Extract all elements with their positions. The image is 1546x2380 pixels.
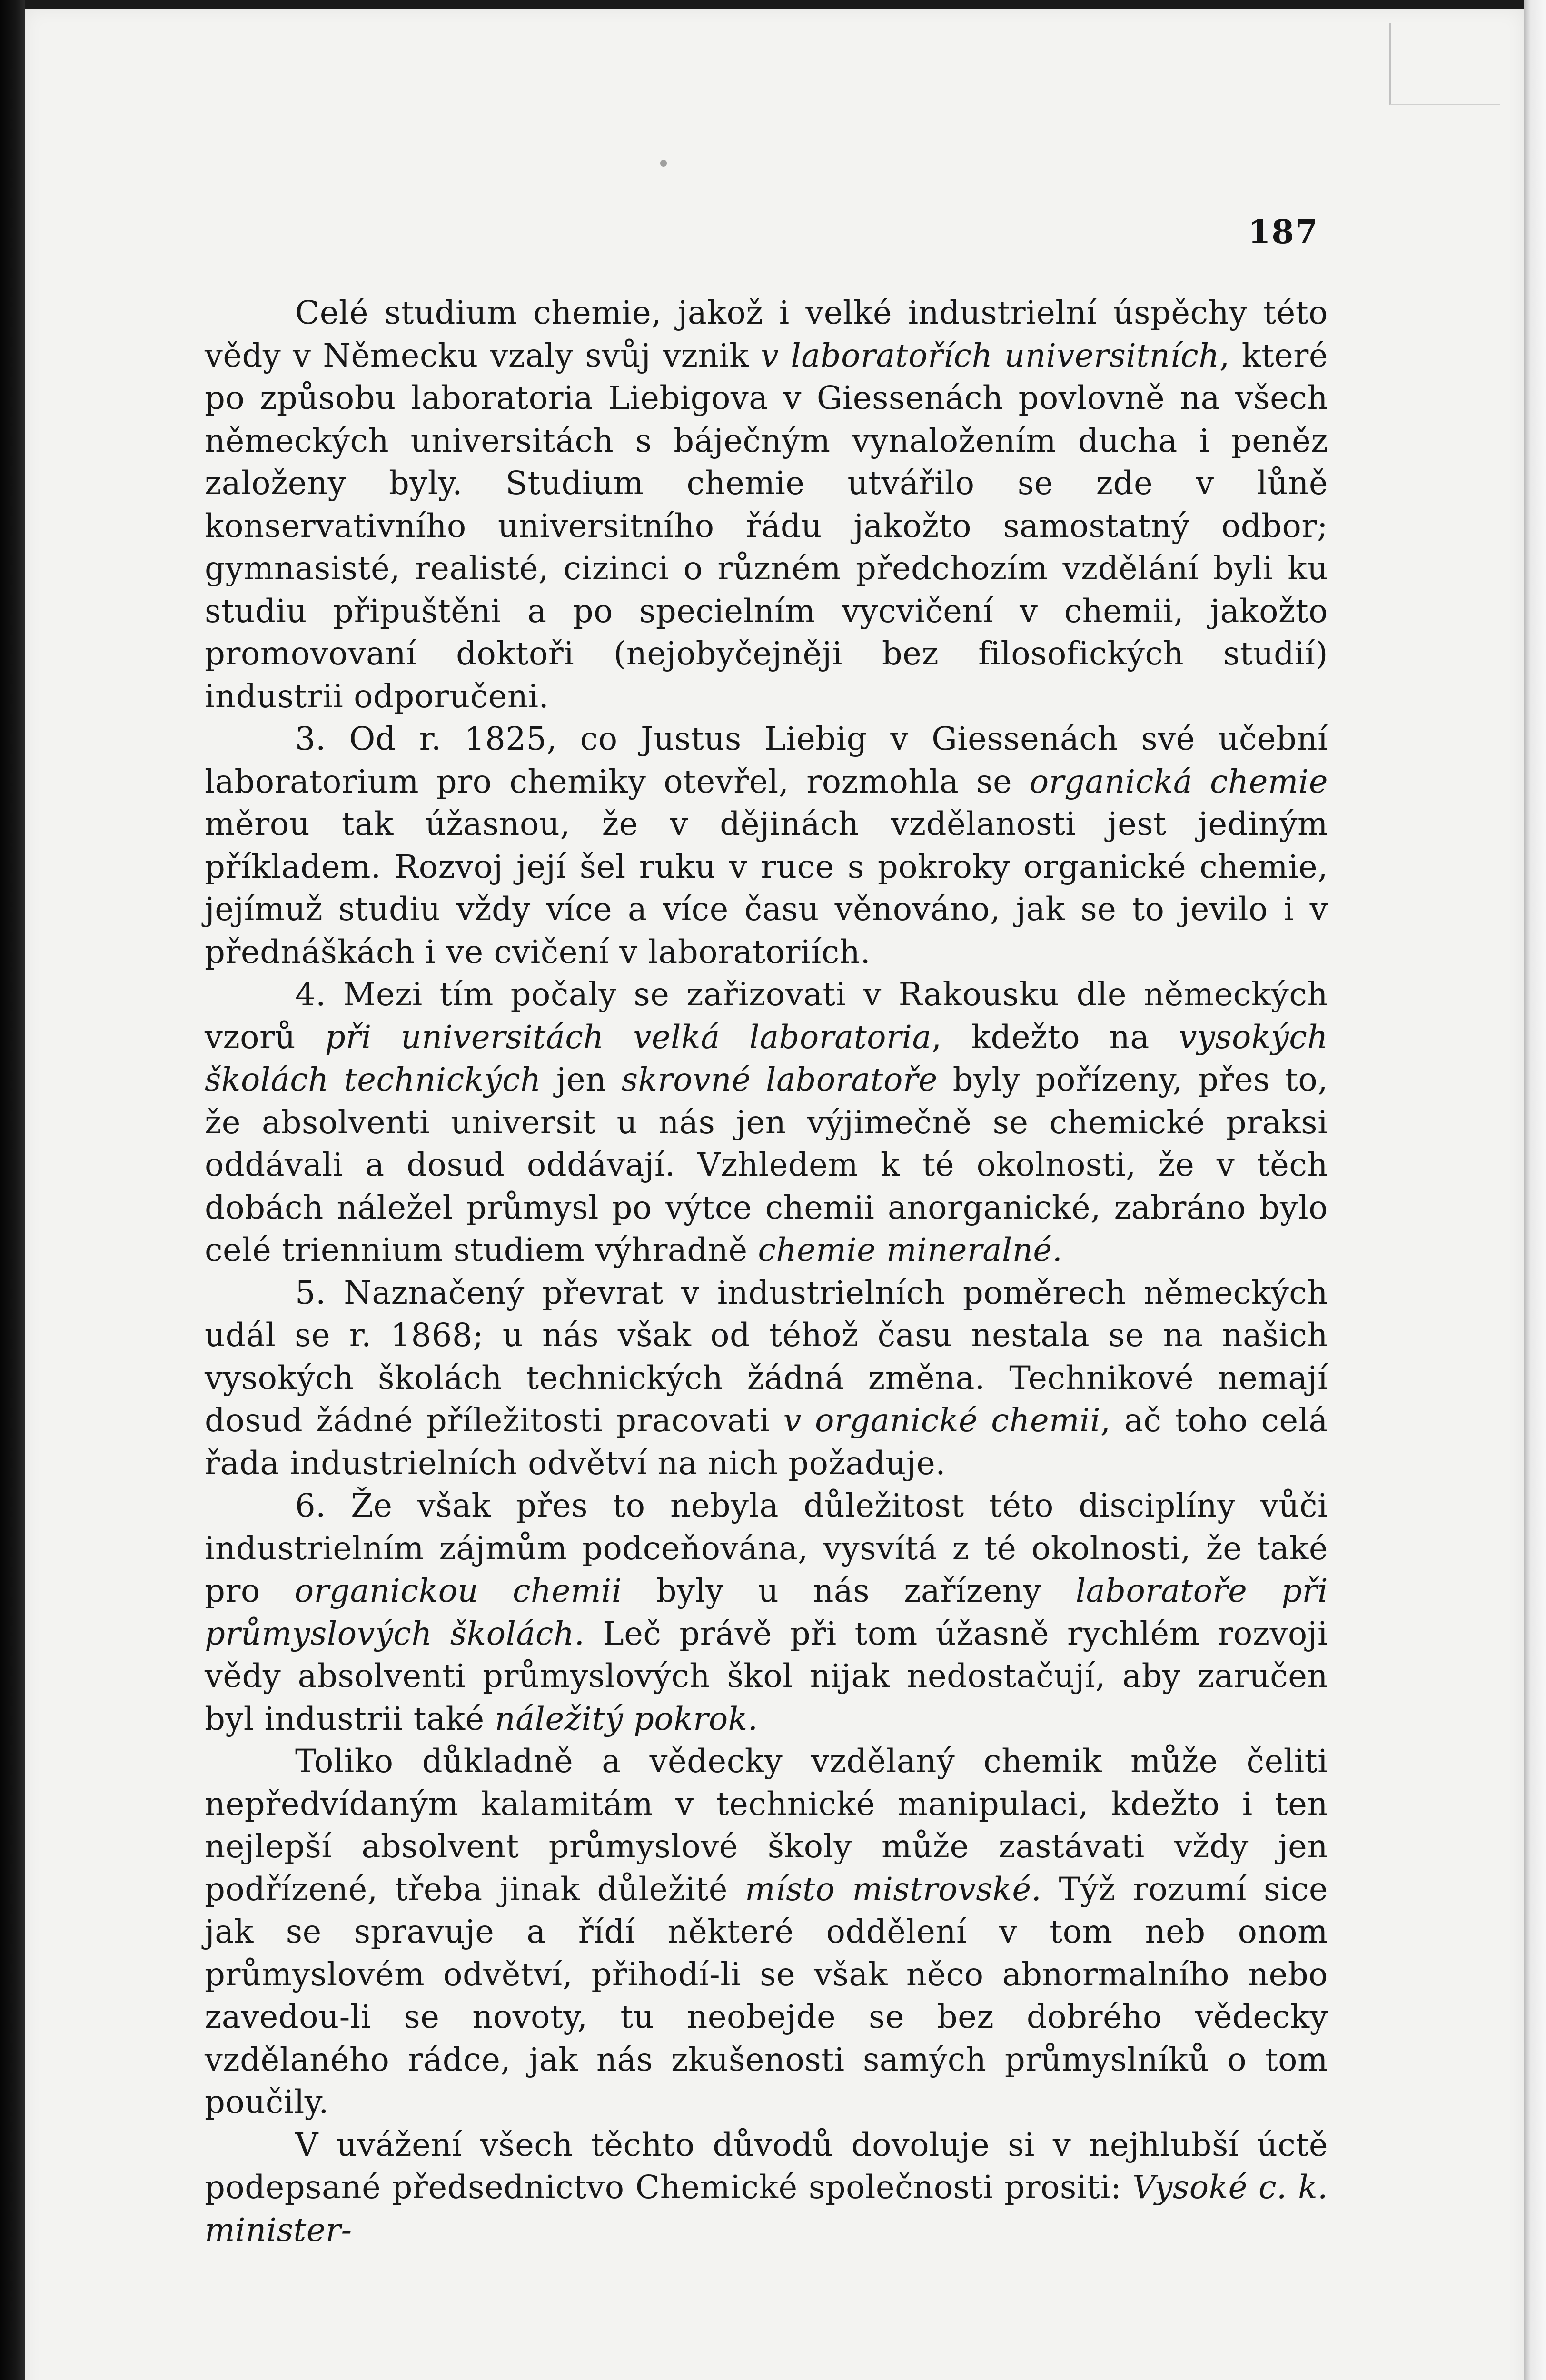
paragraph — [205, 973, 1328, 1272]
paragraph — [205, 1740, 1328, 2124]
text-run: 5. Naznačený převrat v industrielních poměrech německých udál se r. 1868; u nás však od téhož času nestala se na našich vysokých školách technických žádná změna. Technikové nemají dosud žádné příležitosti pracovati — [205, 1274, 1328, 1439]
italic-phrase: organickou chemii — [294, 1572, 622, 1609]
book-page — [25, 9, 1524, 2380]
italic-phrase: místo mistrovské. — [745, 1870, 1042, 1908]
text-run: , které po způsobu laboratoria Liebigova v Giessenách povlovně na všech německých universitách s báječným vynaložením ducha i peněz založeny byly. Studium chemie utvářilo se zde v lůně konservativního universitního řádu jakožto samostatný odbor; gymnasisté, realisté, cizinci o různém předchozím vzdělání byli ku studiu připuštěni a po specielním vycvičení v chemii, jakožto promovovaní doktoři (nejobyčejněji bez filosofických studií) industrii odporučeni. — [205, 337, 1328, 715]
scan-border-right — [1524, 0, 1546, 2380]
italic-phrase: při universitách velká laboratoria — [325, 1018, 932, 1056]
paragraph — [205, 1485, 1328, 1740]
italic-phrase: náležitý pokrok. — [495, 1700, 758, 1737]
scan-border-left — [0, 0, 25, 2380]
text-run: , ač toho celá řada industrielních odvětví na nich požaduje. — [205, 1402, 1328, 1482]
text-run: byly pořízeny, přes to, že absolventi universit u nás jen výjimečně se chemické praksi oddávali a dosud oddávají. Vzhledem k té okolnosti, že v těch dobách náležel průmysl po výtce chemii anorganické, zabráno bylo celé triennium studiem výhradně — [205, 1061, 1328, 1269]
paragraph — [205, 718, 1328, 973]
italic-phrase: Vysoké c. k. minister- — [205, 2169, 1328, 2249]
paragraph — [205, 1272, 1328, 1485]
text-run: , kdežto na — [931, 1018, 1179, 1056]
italic-phrase: laboratoře při průmyslových školách. — [205, 1572, 1328, 1652]
paragraph — [205, 2124, 1328, 2252]
paragraph — [205, 292, 1328, 718]
text-run: Celé studium chemie, jakož i velké industrielní úspěchy této vědy v Německu vzaly svůj vznik — [205, 294, 1328, 374]
text-run: 3. Od r. 1825, co Justus Liebig v Giessenách své učební laboratorium pro chemiky otevřel, rozmohla se — [205, 720, 1328, 800]
italic-phrase: v laboratořích universitních — [761, 337, 1219, 374]
text-run: Toliko důkladně a vědecky vzdělaný chemik může čeliti nepředvídaným kalamitám v technické manipulaci, kdežto i ten nejlepší absolvent průmyslové školy může zastávati vždy jen podřízené, třeba jinak důležité — [205, 1743, 1328, 1908]
text-run: Leč právě při tom úžasně rychlém rozvoji vědy absolventi průmyslových škol nijak nedostačují, aby zaručen byl industrii také — [205, 1615, 1328, 1737]
italic-phrase: chemie mineralné. — [758, 1231, 1063, 1269]
page-corner-mark — [1389, 23, 1500, 105]
italic-phrase: organická chemie — [1029, 763, 1328, 800]
italic-phrase: skrovné laboratoře — [621, 1061, 938, 1098]
text-run: 6. Že však přes to nebyla důležitost této disciplíny vůči industrielním zájmům podceňována, vysvítá z té okolnosti, že také pro — [205, 1487, 1328, 1609]
text-run: byly u nás zařízeny — [622, 1572, 1076, 1609]
text-run: Týž rozumí sice jak se spravuje a řídí některé oddělení v tom neb onom průmyslovém odvětví, přihodí-li se však něco abnormalního nebo zavedou-li se novoty, tu neobejde se bez dobrého vědecky vzdělaného rádce, jak nás zkušenosti samých průmyslníků o tom poučily. — [205, 1870, 1328, 2121]
text-run: měrou tak úžasnou, že v dějinách vzdělanosti jest jediným příkladem. Rozvoj její šel ruku v ruce s pokroky organické chemie, jejímuž studiu vždy více a více času věnováno, jak se to jevilo i v přednáškách i ve cvičení v laboratoriích. — [205, 805, 1328, 971]
body-text — [205, 292, 1328, 2251]
text-run: 4. Mezi tím počaly se zařizovati v Rakousku dle německých vzorů — [205, 976, 1328, 1056]
text-run: jen — [541, 1061, 622, 1098]
page-number: 187 — [1248, 213, 1318, 251]
italic-phrase: v organické chemii — [783, 1402, 1101, 1439]
text-run: V uvážení všech těchto důvodů dovoluje si v nejhlubší úctě podepsané předsednictvo Chemické společnosti prositi: — [205, 2126, 1328, 2206]
italic-phrase: vysokých školách technických — [205, 1018, 1328, 1098]
ink-speck — [660, 160, 667, 167]
